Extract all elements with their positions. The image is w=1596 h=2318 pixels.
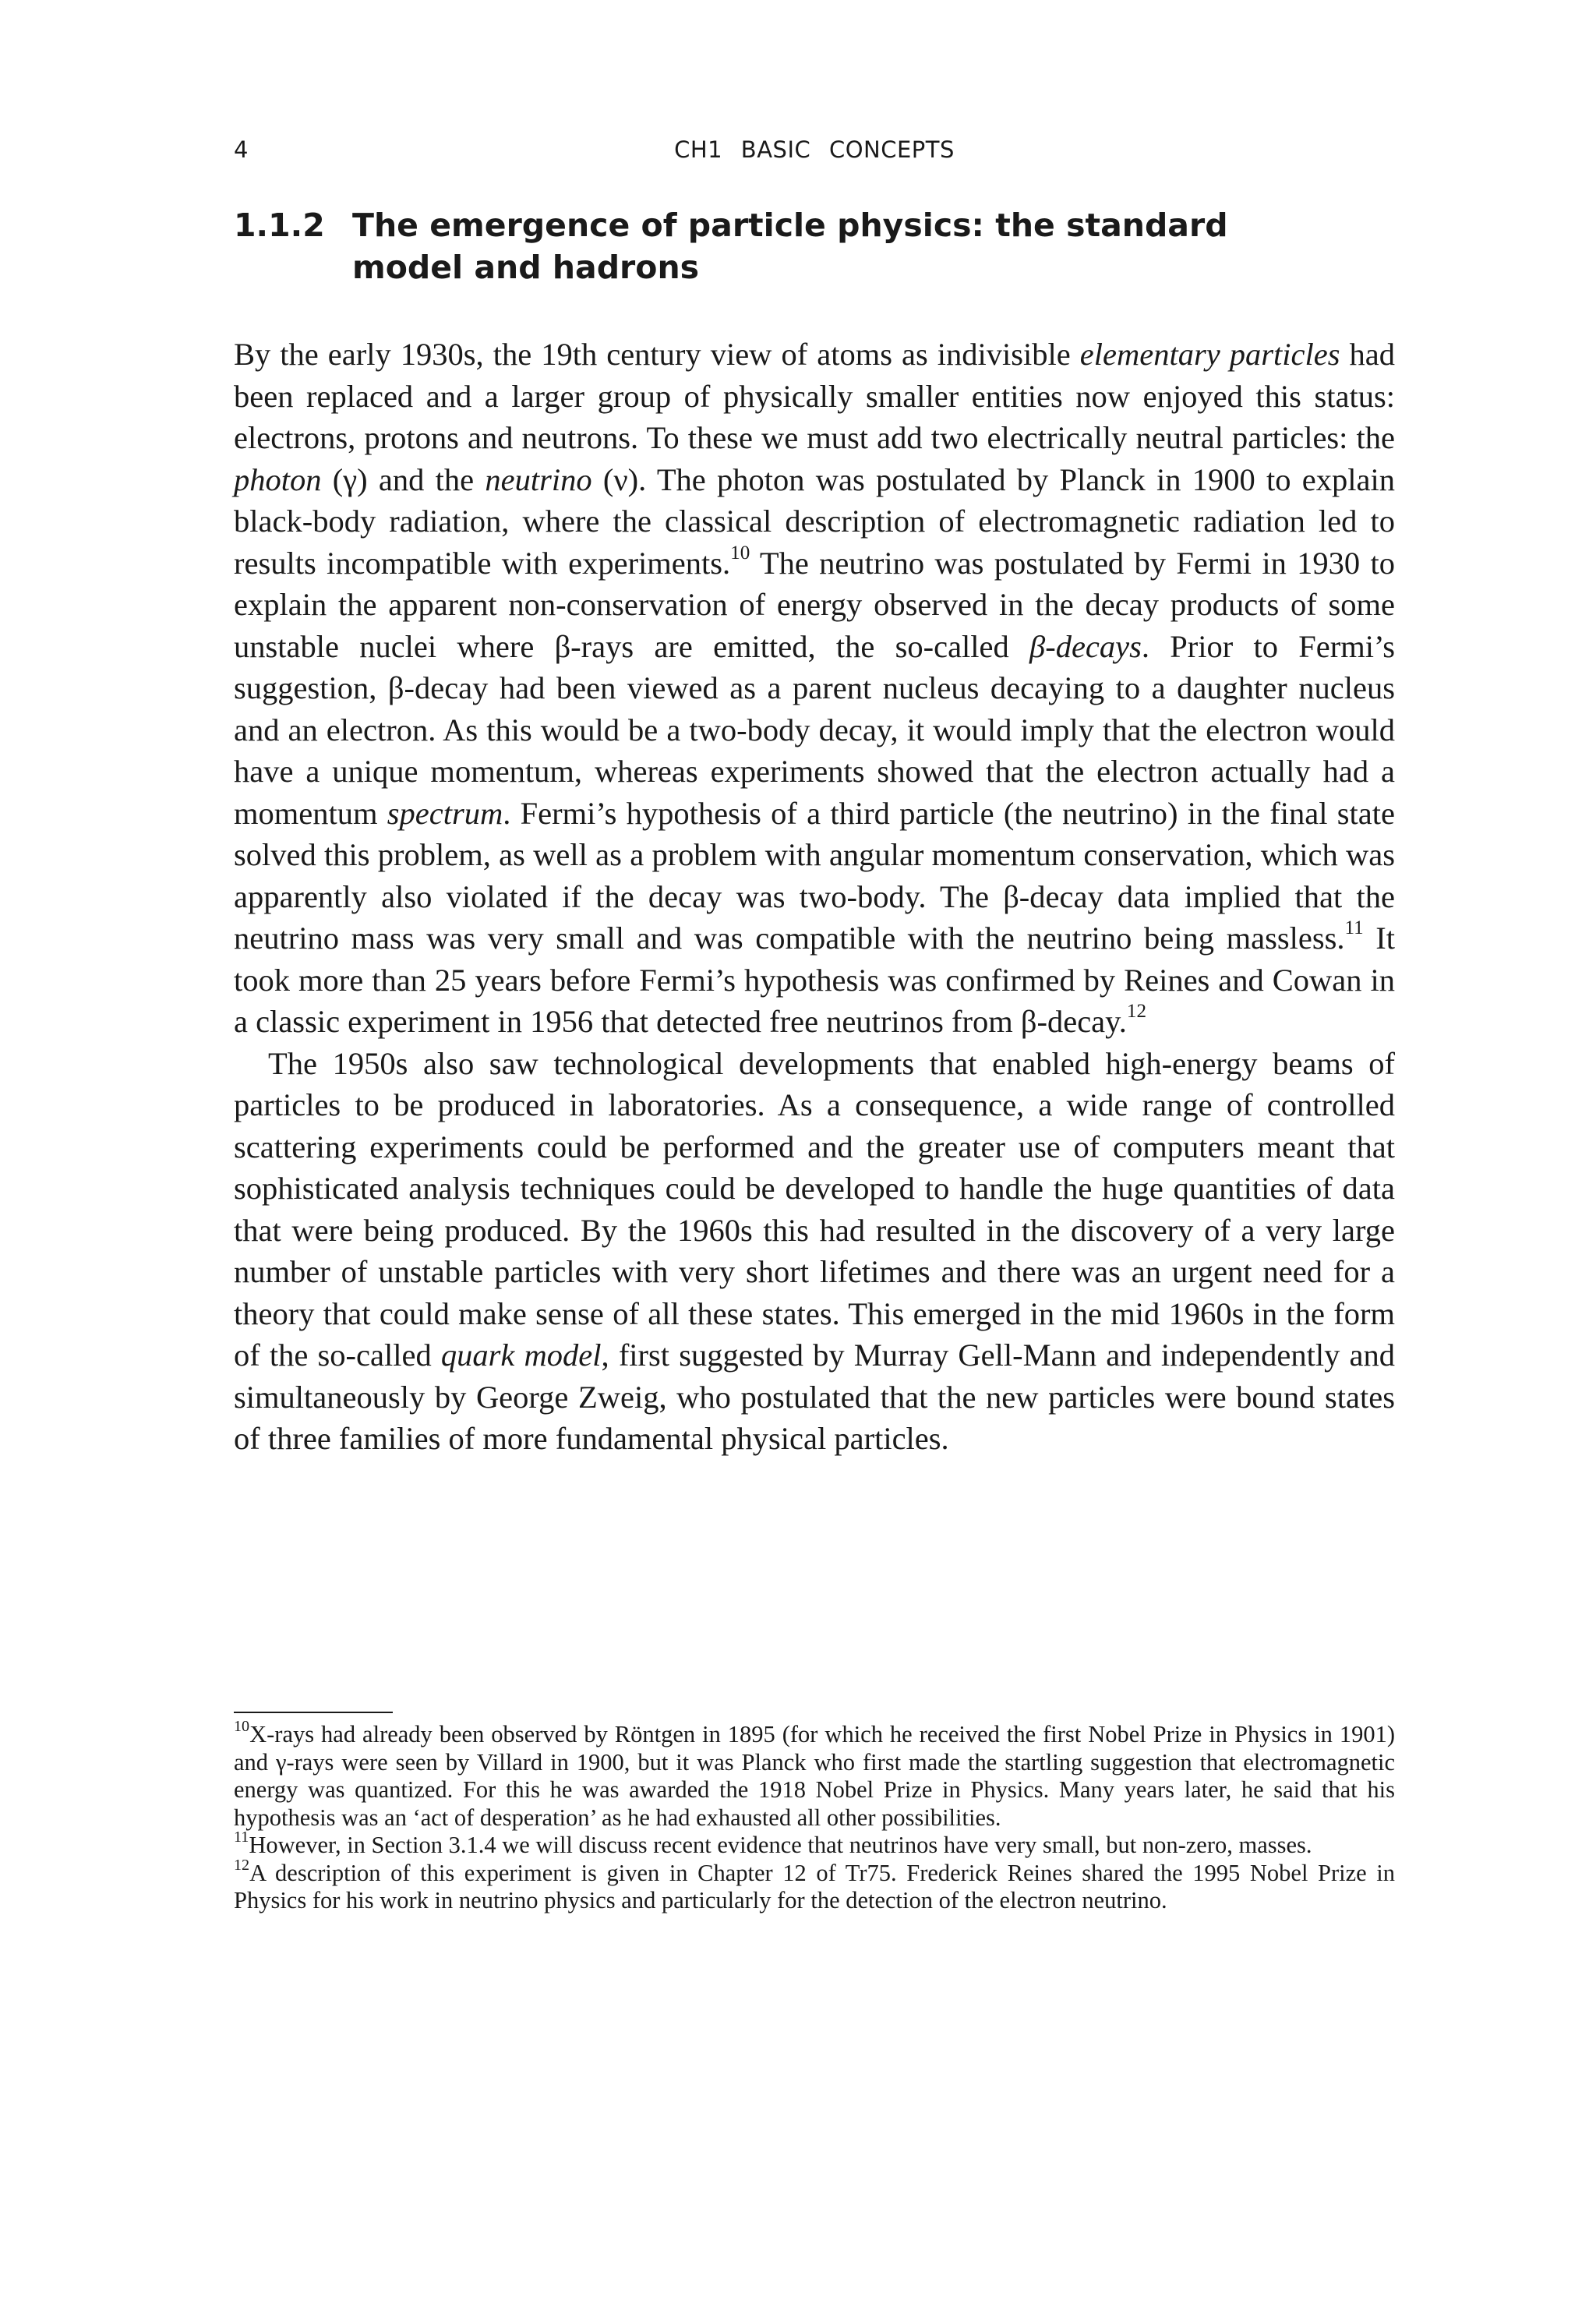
page-number: 4 xyxy=(234,136,249,163)
chapter-title: CH1 BASIC CONCEPTS xyxy=(674,136,955,163)
footnote-marker: 12 xyxy=(234,1856,250,1874)
footnote-text: However, in Section 3.1.4 we will discuss recent evidence that neutrinos have very small, but non-zero, masses. xyxy=(249,1832,1312,1858)
emphasis: neutrino xyxy=(485,461,592,497)
footnote xyxy=(234,1828,1395,1860)
emphasis: photon xyxy=(234,461,322,497)
footnote xyxy=(234,1856,1395,1915)
footnote-ref-11[interactable]: 11 xyxy=(1344,917,1364,939)
emphasis: β-decays xyxy=(1029,628,1142,664)
footnote-text: A description of this experiment is given in Chapter 12 of Tr75. Frederick Reines shared the 1995 Nobel Prize in Physics for his work in neutrino physics and particularly for the detection of the electron neutrino. xyxy=(234,1859,1395,1913)
footnote-marker: 10 xyxy=(234,1717,250,1735)
footnotes xyxy=(234,1717,1395,1915)
footnote xyxy=(234,1717,1395,1832)
emphasis: spectrum xyxy=(387,795,503,831)
section-heading xyxy=(234,204,1395,288)
footnote-text: X-rays had already been observed by Röntgen in 1895 (for which he received the first Nobel Prize in Physics in 1901) and γ-rays were seen by Villard in 1900, but it was Planck who first made the startling suggestion that electromagnetic energy was quantized. For this he was awarded the 1918 Nobel Prize in Physics. Many years later, he said that his hypothesis was an ‘act of desperation’ as he had exhausted all other possibilities. xyxy=(234,1721,1395,1831)
footnote-ref-12[interactable]: 12 xyxy=(1126,1001,1146,1023)
paragraph: By the early 1930s, the 19th century view of atoms as indivisible elementary particles had been replaced and a larger group of physically smaller entities now enjoyed this status: electrons, protons and neutrons. To these we must add two electrically neutral particles: the photon (γ) and the neutrino (ν). The photon was postulated by Planck in 1900 to explain black-body radiation, where the classical description of electromagnetic radiation led to results incompatible with experiments.$^{10}$ The neutrino was postulated by Fermi in 1930 to explain the apparent non-conservation of energy observed in the decay products of some unstable nuclei where β-rays are emitted, the so-called β-decays. Prior to Fermi’s suggestion, β-decay had been viewed as a parent nucleus decaying to a daughter nucleus and an electron. As this would be a two-body decay, it would imply that the electron would have a unique momentum, whereas experiments showed that the electron actually had a momentum spectrum. Fermi’s hypothesis of a third particle (the neutrino) in the final state solved this problem, as well as a problem with angular momentum conservation, which was apparently also violated if the decay was two-body. The β-decay data implied that the neutrino mass was very small and was compatible with the neutrino being massless.$^{11}$ It took more than 25 years before Fermi’s hypothesis was confirmed by Reines and Cowan in a classic experiment in 1956 that detected free neutrinos from β-decay.$^{12}$ xyxy=(234,337,1395,1039)
footnote-marker: 11 xyxy=(234,1828,249,1846)
emphasis: quark model xyxy=(440,1337,602,1373)
body-text xyxy=(234,334,1395,1460)
footnote-divider xyxy=(234,1712,393,1713)
emphasis: elementary particles xyxy=(1079,337,1340,372)
section-number: 1.1.2 xyxy=(234,207,325,244)
paragraph: The 1950s also saw technological developments that enabled high-energy beams of particles to be produced in laboratories. As a consequence, a wide range of controlled scattering experiments could be performed and the greater use of computers meant that sophisticated analysis techniques could be developed to handle the huge quantities of data that were being produced. By the 1960s this had resulted in the discovery of a very large number of unstable particles with very short lifetimes and there was an urgent need for a theory that could make sense of all these states. This emerged in the mid 1960s in the form of the so-called quark model, first suggested by Murray Gell-Mann and independently and simultaneously by George Zweig, who postulated that the new particles were bound states of three families of more fundamental physical particles. xyxy=(234,1045,1395,1456)
footnote-ref-10[interactable]: 10 xyxy=(730,542,750,564)
section-title: The emergence of particle physics: the standard model and hadrons xyxy=(352,207,1228,286)
running-head xyxy=(234,136,1395,175)
